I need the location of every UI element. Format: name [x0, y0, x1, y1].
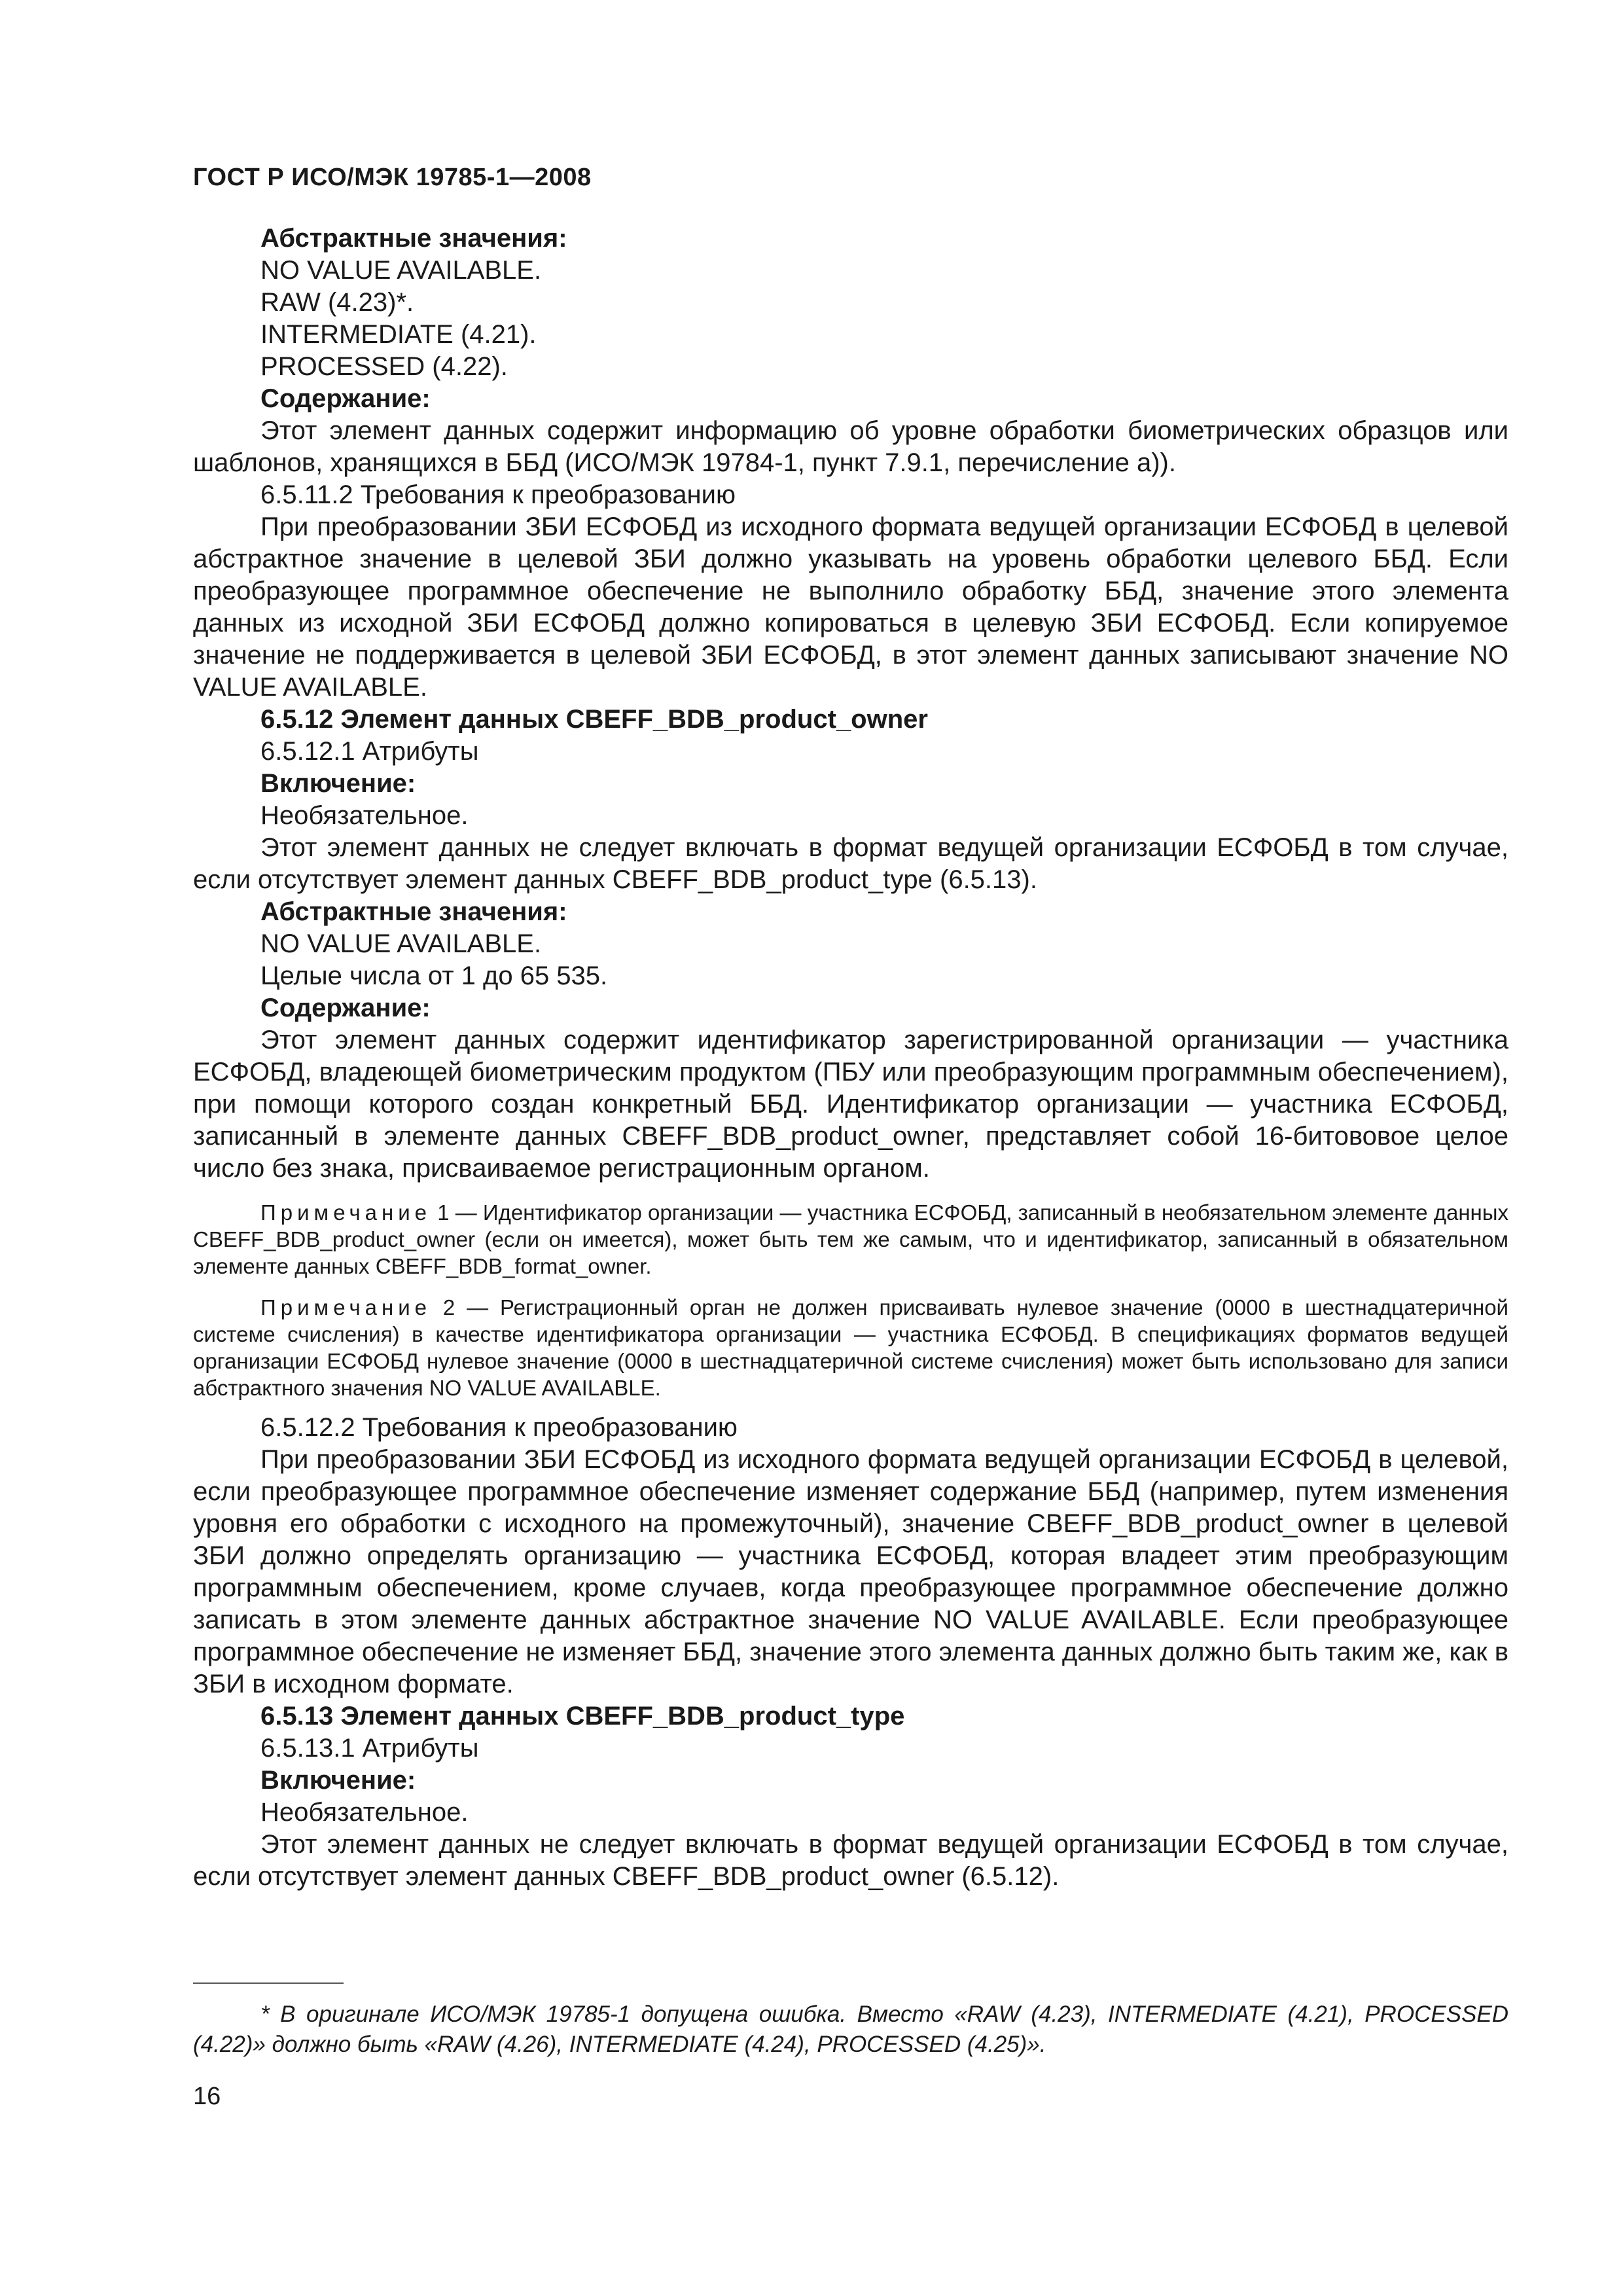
note-2 [193, 1294, 1508, 1401]
subclause-title: 6.5.11.2 Требования к преобразованию [260, 480, 736, 509]
heading-content: Содержание: [260, 384, 431, 413]
paragraph: При преобразовании ЗБИ ЕСФОБД из исходного формата ведущей организации ЕСФОБД в целевой абстрактное значение в целевой ЗБИ должно указывать на уровень обработки целевого ББД. Если преобразующее программное обеспечение не выполнило обработку ББД, значение этого элемента данных из исходной ЗБИ ЕСФОБД должно копироваться в целевую ЗБИ ЕСФОБД. Если копируемое значение не поддерживается в целевой ЗБИ ЕСФОБД, в этот элемент данных записывают значение NO VALUE AVAILABLE. [193, 512, 1508, 702]
subclause-title: 6.5.12.1 Атрибуты [260, 737, 479, 766]
heading-inclusion: Включение: [260, 1766, 416, 1795]
subclause-title: 6.5.12.2 Требования к преобразованию [260, 1413, 738, 1442]
heading-abstract-values: Абстрактные значения: [260, 224, 567, 253]
paragraph: Этот элемент данных не следует включать в формат ведущей организации ЕСФОБД в том случае, если отсутствует элемент данных CBEFF_BDB_product_type (6.5.13). [193, 833, 1508, 894]
page-number: 16 [193, 2083, 221, 2110]
value-item: Необязательное. [260, 1798, 469, 1827]
section-title: 6.5.13 Элемент данных CBEFF_BDB_product_type [260, 1702, 905, 1731]
paragraph: Этот элемент данных содержит идентификатор зарегистрированной организации — участника ЕСФОБД, владеющей биометрическим продуктом (ПБУ или преобразующим программным обеспечением), при помощи которого создан конкретный ББД. Идентификатор организации — участника ЕСФОБД, записанный в элементе данных CBEFF_BDB_product_owner, представляет собой 16-битововое целое число без знака, присваиваемое регистрационным органом. [193, 1026, 1508, 1183]
heading-abstract-values: Абстрактные значения: [260, 897, 567, 926]
footnote: * В оригинале ИСО/МЭК 19785-1 допущена ошибка. Вместо «RAW (4.23), INTERMEDIATE (4.21), PROCESSED (4.22)» должно быть «RAW (4.26), INTERMEDIATE (4.24), PROCESSED (4.25)». [193, 2001, 1508, 2057]
footnote-separator [193, 1982, 344, 1984]
note-1 [193, 1199, 1508, 1280]
value-item: Целые числа от 1 до 65 535. [260, 961, 608, 990]
value-item: PROCESSED (4.22). [260, 352, 508, 381]
value-item: NO VALUE AVAILABLE. [260, 256, 542, 285]
subclause-title: 6.5.13.1 Атрибуты [260, 1734, 479, 1763]
note-text: 1 — Идентификатор организации — участника ЕСФОБД, записанный в необязательном элементе данных CBEFF_BDB_product_owner (если он имеется), может быть тем же самым, что и идентификатор, записанный в обязательном элементе данных CBEFF_BDB_format_owner. [193, 1200, 1508, 1278]
value-item: NO VALUE AVAILABLE. [260, 929, 542, 958]
value-item: Необязательное. [260, 801, 469, 830]
value-item: RAW (4.23)*. [260, 288, 414, 317]
section-title: 6.5.12 Элемент данных CBEFF_BDB_product_owner [260, 705, 928, 734]
paragraph: Этот элемент данных содержит информацию об уровне обработки биометрических образцов или шаблонов, хранящихся в ББД (ИСО/МЭК 19784-1, пункт 7.9.1, перечисление а)). [193, 416, 1508, 477]
note-text: 2 — Регистрационный орган не должен присваивать нулевое значение (0000 в шестнадцатеричной системе счисления) в качестве идентификатора организации — участника ЕСФОБД. В спецификациях форматов ведущей организации ЕСФОБД нулевое значение (0000 в шестнадцатеричной системе счисления) может быть использовано для записи абстрактного значения NO VALUE AVAILABLE. [193, 1295, 1508, 1400]
heading-inclusion: Включение: [260, 769, 416, 798]
heading-content: Содержание: [260, 994, 431, 1022]
running-header: ГОСТ Р ИСО/МЭК 19785-1—2008 [193, 164, 592, 191]
note-label: Примечание [260, 1295, 432, 1319]
paragraph: При преобразовании ЗБИ ЕСФОБД из исходного формата ведущей организации ЕСФОБД в целевой, если преобразующее программное обеспечение изменяет содержание ББД (например, путем изменения уровня его обработки с исходного на промежуточный), значение CBEFF_BDB_product_owner в целевой ЗБИ должно определять организацию — участника ЕСФОБД, которая владеет этим преобразующим программным обеспечением, кроме случаев, когда преобразующее программное обеспечение должно записать в этом элементе данных абстрактное значение NO VALUE AVAILABLE. Если преобразующее программное обеспечение не изменяет ББД, значение этого элемента данных должно быть таким же, как в ЗБИ в исходном формате. [193, 1445, 1508, 1698]
paragraph: Этот элемент данных не следует включать в формат ведущей организации ЕСФОБД в том случае, если отсутствует элемент данных CBEFF_BDB_product_owner (6.5.12). [193, 1830, 1508, 1891]
note-label: Примечание [260, 1200, 432, 1225]
value-item: INTERMEDIATE (4.21). [260, 320, 537, 349]
main-content [193, 223, 1508, 1893]
